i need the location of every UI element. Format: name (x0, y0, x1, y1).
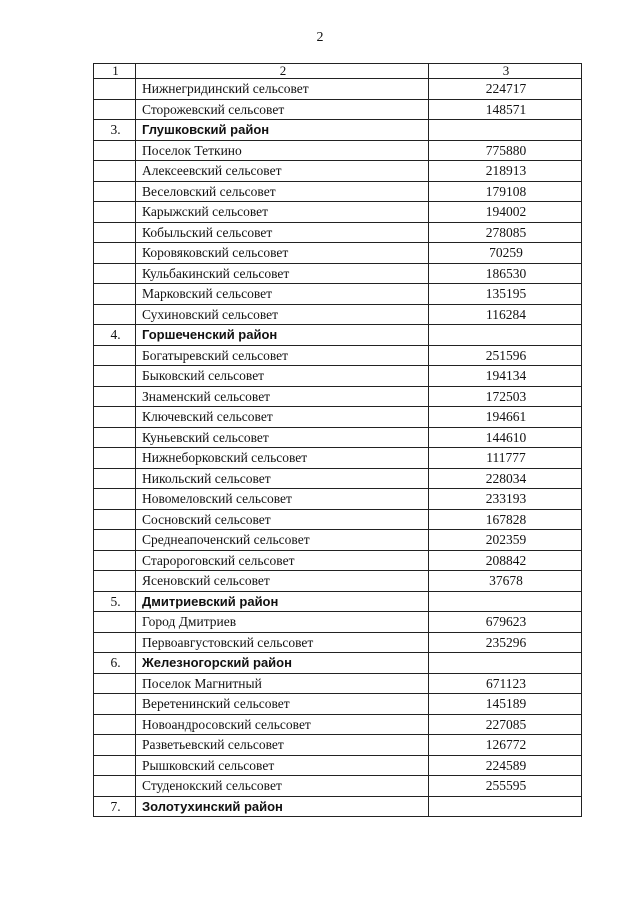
amount-value: 202359 (429, 530, 582, 551)
amount-value: 70259 (429, 243, 582, 264)
row-number (94, 366, 136, 387)
district-name: Глушковский район (136, 120, 429, 141)
table-row (94, 735, 582, 756)
amount-value: 194002 (429, 202, 582, 223)
row-number (94, 79, 136, 100)
table-row (94, 776, 582, 797)
table-row (94, 427, 582, 448)
table-row (94, 755, 582, 776)
row-number (94, 550, 136, 571)
amount-value: 208842 (429, 550, 582, 571)
amount-value: 194661 (429, 407, 582, 428)
municipality-name: Марковский сельсовет (136, 284, 429, 305)
table-row (94, 99, 582, 120)
municipality-name: Нижнеборковский сельсовет (136, 448, 429, 469)
amount-value: 255595 (429, 776, 582, 797)
page-number: 2 (316, 30, 324, 45)
row-number (94, 632, 136, 653)
row-number (94, 427, 136, 448)
municipality-name: Никольский сельсовет (136, 468, 429, 489)
table-row (94, 284, 582, 305)
table-row (94, 714, 582, 735)
municipality-name: Среднеапоченский сельсовет (136, 530, 429, 551)
row-number (94, 181, 136, 202)
municipality-name: Первоавгустовский сельсовет (136, 632, 429, 653)
table-row (94, 243, 582, 264)
header-row (94, 64, 582, 79)
row-number (94, 161, 136, 182)
table-row (94, 140, 582, 161)
table-row (94, 263, 582, 284)
district-name: Железногорский район (136, 653, 429, 674)
row-number (94, 99, 136, 120)
amount-value: 145189 (429, 694, 582, 715)
table-row (94, 468, 582, 489)
municipality-name: Куньевский сельсовет (136, 427, 429, 448)
row-number: 5. (94, 591, 136, 612)
table-row (94, 407, 582, 428)
amount-value: 679623 (429, 612, 582, 633)
table-row (94, 673, 582, 694)
amount-value: 126772 (429, 735, 582, 756)
row-number (94, 263, 136, 284)
header-col-1: 1 (94, 64, 136, 79)
amount-value: 233193 (429, 489, 582, 510)
table-row (94, 550, 582, 571)
table-row (94, 509, 582, 530)
row-number (94, 140, 136, 161)
municipality-name: Ключевский сельсовет (136, 407, 429, 428)
amount-value (429, 120, 582, 141)
row-number (94, 489, 136, 510)
row-number (94, 386, 136, 407)
table-row (94, 694, 582, 715)
amount-value (429, 325, 582, 346)
amount-value: 148571 (429, 99, 582, 120)
row-number (94, 407, 136, 428)
table-row (94, 304, 582, 325)
row-number (94, 448, 136, 469)
municipality-name: Новомеловский сельсовет (136, 489, 429, 510)
amount-value: 144610 (429, 427, 582, 448)
amount-value: 186530 (429, 263, 582, 284)
municipality-name: Нижнегридинский сельсовет (136, 79, 429, 100)
table-row (94, 448, 582, 469)
row-number (94, 755, 136, 776)
amount-value: 224717 (429, 79, 582, 100)
district-row (94, 796, 582, 817)
amount-value (429, 653, 582, 674)
municipality-name: Веретенинский сельсовет (136, 694, 429, 715)
amount-value: 775880 (429, 140, 582, 161)
row-number (94, 284, 136, 305)
amount-value: 671123 (429, 673, 582, 694)
amount-value: 37678 (429, 571, 582, 592)
table-row (94, 489, 582, 510)
municipality-name: Богатыревский сельсовет (136, 345, 429, 366)
row-number (94, 468, 136, 489)
amount-value: 172503 (429, 386, 582, 407)
amount-value (429, 591, 582, 612)
district-name: Золотухинский район (136, 796, 429, 817)
municipality-name: Знаменский сельсовет (136, 386, 429, 407)
row-number (94, 243, 136, 264)
table-row (94, 345, 582, 366)
table-row (94, 386, 582, 407)
municipality-name: Город Дмитриев (136, 612, 429, 633)
row-number: 6. (94, 653, 136, 674)
row-number (94, 202, 136, 223)
table-row (94, 222, 582, 243)
row-number: 7. (94, 796, 136, 817)
amount-value: 194134 (429, 366, 582, 387)
district-row (94, 591, 582, 612)
row-number (94, 222, 136, 243)
row-number (94, 735, 136, 756)
municipality-name: Веселовский сельсовет (136, 181, 429, 202)
district-name: Дмитриевский район (136, 591, 429, 612)
table-row (94, 161, 582, 182)
row-number (94, 509, 136, 530)
row-number (94, 345, 136, 366)
row-number (94, 304, 136, 325)
amount-value: 111777 (429, 448, 582, 469)
amount-value: 179108 (429, 181, 582, 202)
amount-value: 227085 (429, 714, 582, 735)
municipality-name: Ясеновский сельсовет (136, 571, 429, 592)
amount-value: 116284 (429, 304, 582, 325)
row-number: 4. (94, 325, 136, 346)
table-row (94, 612, 582, 633)
header-col-3: 3 (429, 64, 582, 79)
table-row (94, 571, 582, 592)
table-row (94, 632, 582, 653)
municipality-name: Алексеевский сельсовет (136, 161, 429, 182)
municipality-name: Кульбакинский сельсовет (136, 263, 429, 284)
row-number: 3. (94, 120, 136, 141)
municipality-name: Сосновский сельсовет (136, 509, 429, 530)
amount-value: 224589 (429, 755, 582, 776)
table-row (94, 202, 582, 223)
table-row (94, 530, 582, 551)
header-col-2: 2 (136, 64, 429, 79)
table-row (94, 79, 582, 100)
municipality-name: Рышковский сельсовет (136, 755, 429, 776)
municipality-name: Новоандросовский сельсовет (136, 714, 429, 735)
amount-value: 218913 (429, 161, 582, 182)
allocation-table (93, 63, 582, 817)
amount-value: 251596 (429, 345, 582, 366)
municipality-name: Кобыльский сельсовет (136, 222, 429, 243)
row-number (94, 530, 136, 551)
row-number (94, 714, 136, 735)
district-row (94, 325, 582, 346)
amount-value: 278085 (429, 222, 582, 243)
municipality-name: Сторожевский сельсовет (136, 99, 429, 120)
district-name: Горшеченский район (136, 325, 429, 346)
municipality-name: Разветьевский сельсовет (136, 735, 429, 756)
amount-value: 167828 (429, 509, 582, 530)
municipality-name: Поселок Теткино (136, 140, 429, 161)
municipality-name: Коровяковский сельсовет (136, 243, 429, 264)
amount-value: 135195 (429, 284, 582, 305)
district-row (94, 653, 582, 674)
municipality-name: Студенокский сельсовет (136, 776, 429, 797)
row-number (94, 673, 136, 694)
amount-value (429, 796, 582, 817)
municipality-name: Поселок Магнитный (136, 673, 429, 694)
table-row (94, 366, 582, 387)
amount-value: 235296 (429, 632, 582, 653)
municipality-name: Сухиновский сельсовет (136, 304, 429, 325)
row-number (94, 776, 136, 797)
district-row (94, 120, 582, 141)
amount-value: 228034 (429, 468, 582, 489)
municipality-name: Карыжский сельсовет (136, 202, 429, 223)
municipality-name: Быковский сельсовет (136, 366, 429, 387)
table-body (94, 64, 582, 817)
row-number (94, 612, 136, 633)
row-number (94, 694, 136, 715)
row-number (94, 571, 136, 592)
table-row (94, 181, 582, 202)
municipality-name: Старороговский сельсовет (136, 550, 429, 571)
